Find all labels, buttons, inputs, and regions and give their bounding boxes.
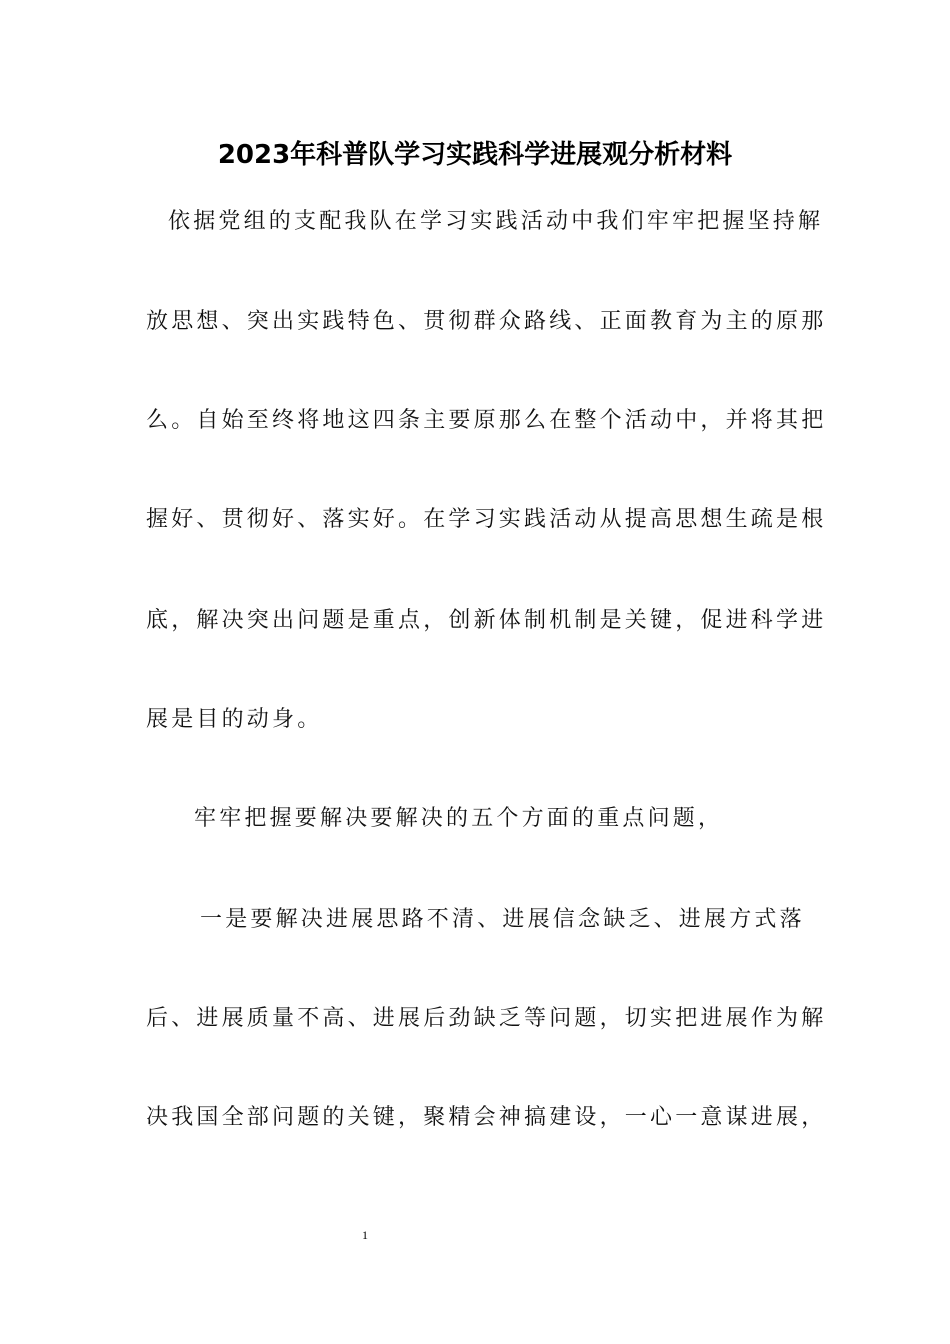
paragraph-line: 决我国全部问题的关键，聚精会神搞建设，一心一意谋进展，	[146, 1105, 827, 1130]
page-number: 1	[362, 1228, 368, 1242]
paragraph-line: 放思想、突出实践特色、贯彻群众路线、正面教育为主的原那	[146, 309, 827, 334]
paragraph-line: 牢牢把握要解决要解决的五个方面的重点问题，	[194, 806, 724, 831]
paragraph-line: 一是要解决进展思路不清、进展信念缺乏、进展方式落	[200, 907, 805, 932]
paragraph-line: 后、进展质量不高、进展后劲缺乏等问题，切实把进展作为解	[146, 1006, 827, 1031]
paragraph-line: 展是目的动身。	[146, 707, 323, 732]
paragraph-line: 底，解决突出问题是重点，创新体制机制是关键，促进科学进	[146, 608, 827, 633]
paragraph-line: 握好、贯彻好、落实好。在学习实践活动从提高思想生疏是根	[146, 507, 827, 532]
paragraph-line: 么。自始至终将地这四条主要原那么在整个活动中，并将其把	[146, 408, 827, 433]
document-title: 2023年科普队学习实践科学进展观分析材料	[217, 140, 733, 170]
paragraph-line: 依据党组的支配我队在学习实践活动中我们牢牢把握坚持解	[168, 209, 824, 234]
